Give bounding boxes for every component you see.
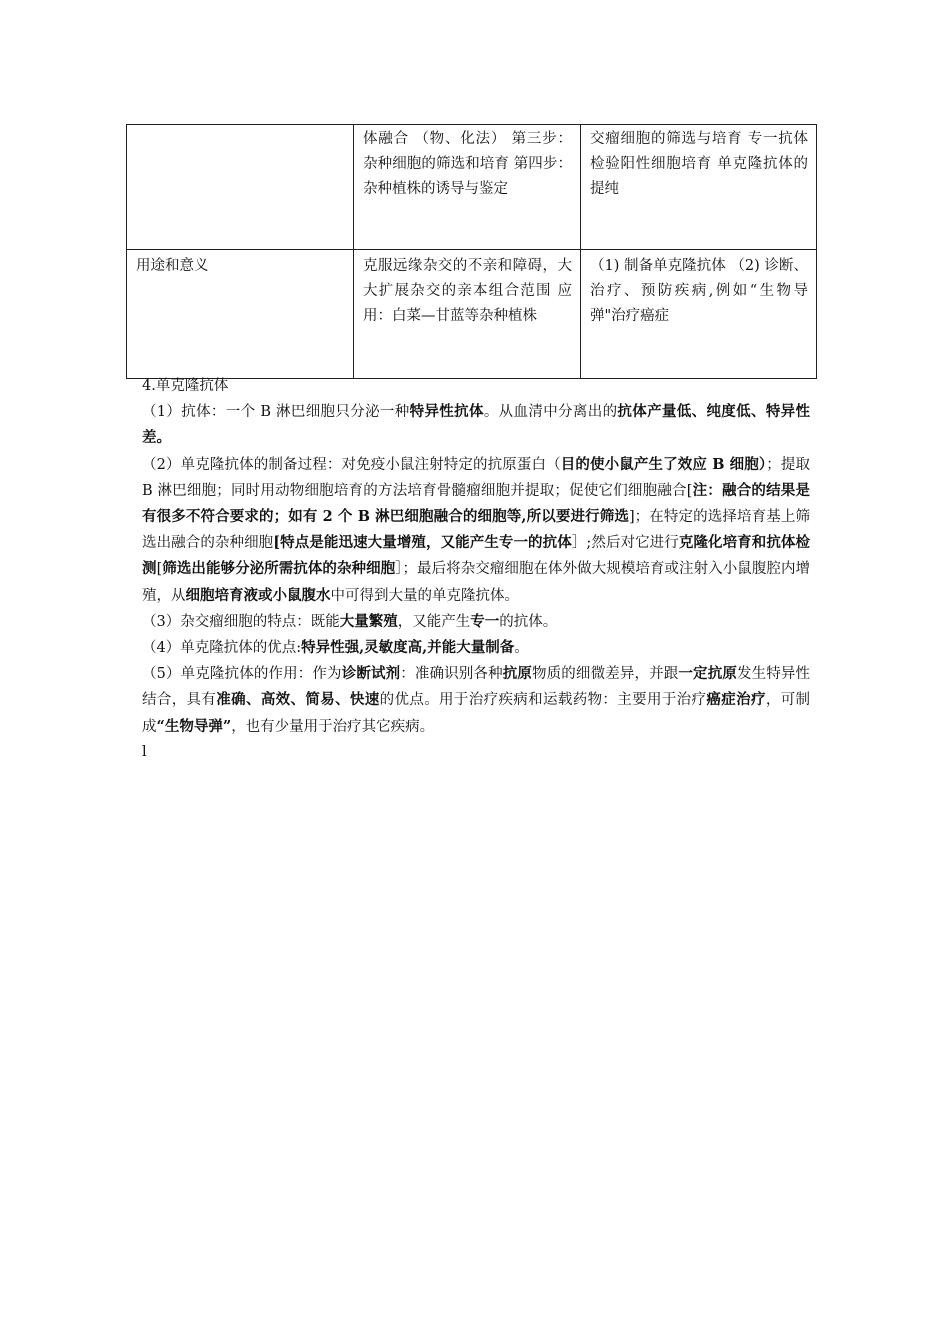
- text-run: 。从血清中分离出的: [483, 404, 618, 421]
- bold-text: 一定抗原: [678, 665, 737, 683]
- bold-text: 注：融合的结果是有很多不符合要求的；如有 2 个 B 淋巴细胞融合的细胞等,所以要进行筛选: [142, 481, 811, 526]
- plant-cell-fusion-cell: 克服远缘杂交的不亲和障碍，大大扩展杂交的亲本组合范围 应用：白菜—甘蓝等杂种植株: [354, 250, 581, 379]
- bold-text: 克隆化培育和抗体检测: [142, 534, 811, 578]
- text-run: 中可得到大量的单克隆抗体。: [330, 587, 519, 604]
- text-run: 。: [514, 640, 529, 657]
- paragraph-applications: [142, 661, 810, 740]
- text-run: ，又能产生: [397, 613, 471, 630]
- text-run: ]；在特定的选择培育基上筛选出融合的杂种细胞: [142, 509, 810, 552]
- text-run: ，也有少量用于治疗其它疾病。: [231, 718, 435, 735]
- bold-text: 特异性抗体: [409, 403, 484, 421]
- text-run: ］;然后对它进行: [571, 535, 679, 552]
- table-row: [127, 125, 817, 250]
- table-row: [127, 250, 817, 379]
- bold-text: 诊断试剂: [341, 665, 401, 683]
- bold-text: 特异性强,灵敏度高,并能大量制备: [301, 639, 515, 657]
- text-run: ，可制成: [142, 692, 811, 735]
- paragraph-advantages: [142, 635, 810, 661]
- text-run: （5）单克隆抗体的作用：作为: [142, 666, 342, 683]
- bold-text: “生物导弹”: [156, 717, 232, 735]
- monoclonal-antibody-section: [142, 374, 810, 765]
- comparison-table: [126, 124, 817, 379]
- text-run: 发生特异性结合，具有: [142, 666, 811, 709]
- text-run: ：准确识别各种: [400, 666, 503, 683]
- text-run: 的优点。用于治疗疾病和运载药物：主要用于治疗: [379, 692, 707, 709]
- bold-text: 癌症治疗: [706, 691, 766, 709]
- section-heading: 4.单克隆抗体: [142, 378, 229, 394]
- bold-text: 筛选出能够分泌所需抗体的杂种细胞: [162, 560, 396, 578]
- bold-text: 大量繁殖: [339, 612, 398, 630]
- bold-text: 专一: [470, 612, 500, 630]
- bold-text: 抗原: [502, 665, 533, 683]
- plant-cell-fusion-cell: 体融合 （物、化法） 第三步：杂种细胞的筛选和培育 第四步：杂种植株的诱导与鉴定: [354, 125, 581, 250]
- text-run: [: [156, 561, 163, 578]
- paragraph-hybridoma-features: [142, 609, 810, 635]
- text-run: （1）抗体：一个 B 淋巴细胞只分泌一种: [142, 404, 410, 421]
- animal-cell-fusion-cell: 交瘤细胞的筛选与培育 专一抗体检验阳性细胞培育 单克隆抗体的提纯: [581, 125, 817, 250]
- text-run: （4）单克隆抗体的优点:: [142, 640, 302, 657]
- trailing-character: l: [142, 743, 147, 760]
- text-run: 物质的细微差异，并跟: [532, 666, 679, 683]
- bold-text: 抗体产量低、纯度低、特异性差。: [142, 403, 811, 447]
- bold-text: 目的使小鼠产生了效应 B 细胞）: [560, 455, 767, 473]
- text-run: 的抗体。: [499, 613, 558, 630]
- animal-cell-fusion-cell: （1) 制备单克隆抗体 （2) 诊断、治疗、预防疾病,例如“生物导弹"治疗癌症: [581, 250, 817, 379]
- text-run: ］；最后将杂交瘤细胞在体外做大规模培育或注射入小鼠腹腔内增殖，从: [142, 561, 811, 604]
- row-label-cell: [127, 125, 354, 250]
- text-run: ；提取 B 淋巴细胞；同时用动物细胞培育的方法培育骨髓瘤细胞并提取；促使它们细胞融合[: [142, 456, 810, 499]
- row-label-cell: 用途和意义: [127, 250, 354, 379]
- bold-text: [特点是能迅速大量增殖，又能产生专一的抗体: [273, 534, 572, 552]
- text-run: （3）杂交瘤细胞的特点：既能: [142, 613, 340, 630]
- bold-text: 准确、高效、简易、快速: [216, 691, 380, 709]
- paragraph-preparation-process: [142, 452, 810, 609]
- paragraph-antibody: [142, 399, 810, 451]
- text-run: （2）单克隆抗体的制备过程：对免疫小鼠注射特定的抗原蛋白（: [142, 456, 561, 473]
- bold-text: 细胞培育液或小鼠腹水: [185, 586, 331, 604]
